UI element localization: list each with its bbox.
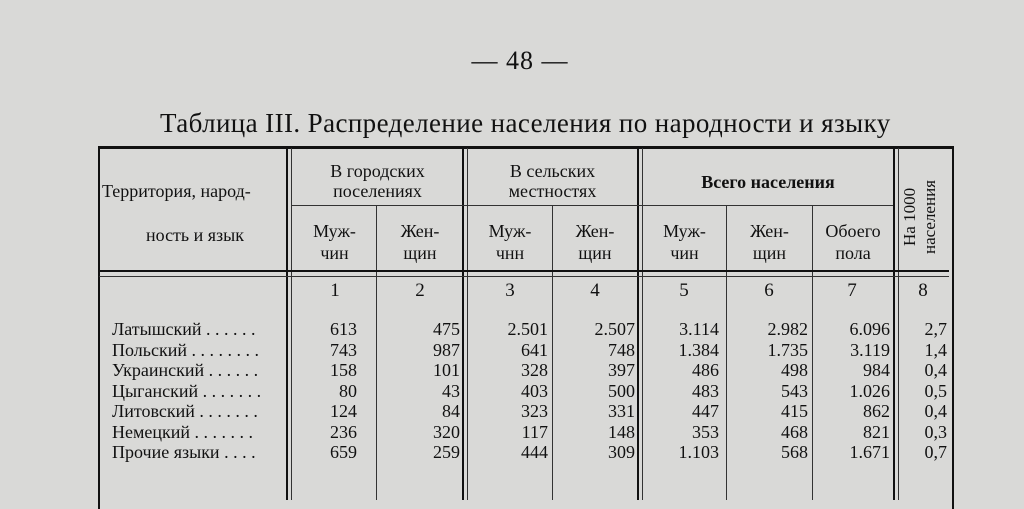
header-per1000 [900,165,946,269]
rule-before-per1000-2 [898,148,899,500]
column-number: 5 [679,280,689,301]
table-cell: 613 [330,319,357,339]
rule-urban-split [376,206,377,500]
header-col4-2: щин [578,243,612,263]
header-col6 [727,220,812,264]
table-cell: 1.384 [678,339,719,360]
column-number: 8 [918,280,928,301]
header-col7-1: Обоего [825,221,881,241]
table-cell: 403 [521,380,548,401]
header-col1-2: чин [320,243,349,263]
rule-under-group-headers [292,205,893,206]
table-cell: 320 [433,421,460,442]
table-cell: 3.119 [850,339,890,360]
table-cell: 1,4 [924,339,947,360]
table-cell: 862 [863,401,890,421]
table-cell: 1.103 [678,442,719,462]
header-col2-2: щин [403,243,437,263]
table-title: Таблица III. Распределение населения по народности и языку [160,108,891,138]
header-col3-2: чнн [495,243,525,263]
table-cell: 743 [330,339,357,360]
table-cell: 498 [781,360,808,380]
table-cell: 444 [521,442,548,462]
header-rural-2: местностях [508,181,597,201]
header-col1-1: Муж- [313,221,356,241]
column-number: 6 [764,280,774,301]
table-cell: 984 [863,360,890,380]
table-cell: 328 [521,360,548,380]
table-cell: 659 [330,442,357,462]
rule-before-per1000 [893,148,895,500]
header-col4 [553,220,637,264]
header-urban-2: поселениях [333,181,422,201]
table-cell: 483 [692,380,719,401]
header-col5 [643,220,726,264]
rule-after-rural-2 [642,148,643,500]
table-cell: 415 [781,401,808,421]
row-label: Польский . . . . . . . . [112,339,259,360]
column-number: 3 [505,280,515,301]
table-cell: 124 [330,401,357,421]
rule-after-urban [462,148,464,500]
rule-under-headers [99,270,949,272]
table-cell: 80 [339,380,357,401]
header-col3-1: Муж- [488,221,532,241]
table-cell: 486 [692,360,719,380]
table-cell: 543 [781,380,808,401]
header-col1 [293,220,376,264]
column-number: 1 [330,280,340,301]
header-col2 [378,220,462,264]
table-cell: 2.982 [767,319,808,339]
table-cell: 568 [781,442,808,462]
table-cell: 468 [781,421,808,442]
column-number: 4 [590,280,600,301]
header-territory-2: ность и язык [145,225,244,245]
header-col6-1: Жен- [750,221,789,241]
table-cell: 0,7 [924,442,947,462]
table-cell: 821 [863,421,890,442]
table-cell: 236 [330,421,357,442]
table-cell: 0,4 [924,360,947,380]
table-cell: 43 [442,380,460,401]
table-cell: 1.026 [849,380,890,401]
header-col7-2: пола [835,243,871,263]
row-label: Цыганский . . . . . . . [112,380,262,401]
table-cell: 148 [608,421,635,442]
header-col3 [468,220,552,264]
header-per1000-2: населения [920,180,939,254]
table-cell: 475 [433,319,460,339]
header-territory-1: Территория, народ- [102,181,251,201]
header-col7 [813,220,893,264]
column-number: 7 [847,280,857,301]
table-cell: 0,3 [924,421,947,442]
table-cell: 101 [433,360,460,380]
table-cell: 397 [608,360,635,380]
table-cell: 1.671 [849,442,890,462]
page-number: — 48 — [471,46,569,75]
column-number: 2 [415,280,425,301]
header-col6-2: щин [752,243,787,263]
table-cell: 447 [692,401,719,421]
table-cell: 2,7 [924,319,947,339]
table-cell: 323 [521,401,548,421]
table-cell: 158 [330,360,357,380]
header-total: Всего населения [701,172,835,192]
table-cell: 2.501 [507,319,548,339]
row-label: Прочие языки . . . . [112,442,256,462]
table-cell: 0,4 [924,401,947,421]
header-col4-1: Жен- [575,221,615,241]
table-cell: 84 [442,401,460,421]
header-col5-1: Муж- [663,221,706,241]
table-cell: 987 [433,339,460,360]
table-cell: 353 [692,421,719,442]
table-cell: 641 [521,339,548,360]
table-cell: 1.735 [767,339,808,360]
table-cell: 0,5 [924,380,947,401]
table-cell: 117 [521,421,548,442]
table-cell: 3.114 [679,319,719,339]
rule-after-territory-2 [291,148,292,500]
rule-under-headers-2 [99,276,949,277]
row-label: Немецкий . . . . . . . [112,421,254,442]
table-cell: 309 [608,442,635,462]
table-cell: 748 [608,339,635,360]
header-col5-2: чин [670,243,699,263]
table-cell: 259 [433,442,460,462]
table-cell: 500 [608,380,635,401]
row-label: Литовский . . . . . . . [112,401,258,421]
header-per1000-1: На 1000 [900,187,919,247]
rule-after-rural [637,148,639,500]
row-label: Украинский . . . . . . [112,360,259,380]
header-urban-1: В городских [330,161,425,181]
header-rural-1: В сельских [509,161,596,181]
table-cell: 2.507 [594,319,635,339]
table-cell: 6.096 [849,319,890,339]
row-label: Латышский . . . . . . [112,319,256,339]
header-col2-1: Жен- [400,221,440,241]
table-cell: 331 [608,401,635,421]
